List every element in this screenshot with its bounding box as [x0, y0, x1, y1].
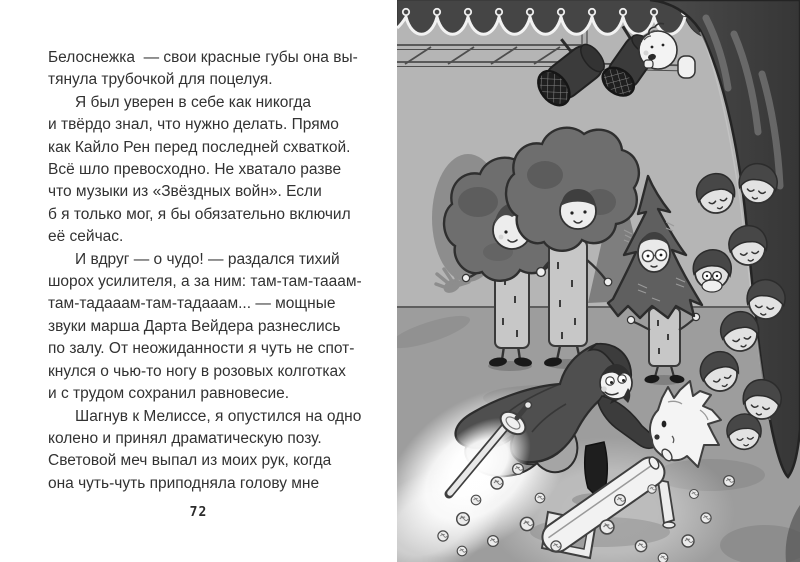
- text-line: её сейчас.: [48, 228, 124, 246]
- left-page: [0, 0, 397, 562]
- text-line: колено и принял драматическую позу.: [48, 429, 322, 447]
- text-line: там-тадааам-там-тадааам... — мощные: [48, 295, 336, 313]
- text-line: б я только мог, я бы обязательно включил: [48, 205, 351, 223]
- page-number: 72: [189, 505, 208, 520]
- text-line: Всё шло превосходно. Не хватало разве: [48, 161, 342, 179]
- text-line: шорох усилителя, а за ним: там-там-тааам-: [48, 273, 362, 291]
- stage-illustration: [397, 0, 800, 562]
- text-line: и твёрдо знал, что нужно делать. Прямо: [48, 116, 339, 134]
- text-line: по залу. От неожиданности я чуть не спот-: [48, 340, 355, 358]
- text-line: тянула трубочкой для поцелуя.: [48, 71, 273, 89]
- text-line: и с трудом сохранил равновесие.: [48, 385, 290, 403]
- text-line: звуки марша Дарта Вейдера разнеслись: [48, 317, 341, 335]
- text-line: кнулся о чью-то ногу в розовых колготках: [48, 362, 346, 380]
- text-line: Шагнув к Мелиссе, я опустился на одно: [75, 407, 362, 425]
- text-line: Световой меч выпал из моих рук, когда: [48, 452, 332, 470]
- text-line: как Кайло Рен перед последней схваткой.: [48, 138, 351, 156]
- page-text: [48, 47, 394, 495]
- text-line: Белоснежка — свои красные губы она вы-: [48, 49, 358, 66]
- text-line: она чуть-чуть приподняла голову мне: [48, 474, 320, 492]
- illustration-page: [397, 0, 800, 562]
- text-line: И вдруг — о чудо! — раздался тихий: [75, 250, 340, 268]
- text-line: что музыки из «Звёздных войн». Если: [48, 183, 322, 201]
- text-line: Я был уверен в себе как никогда: [75, 93, 312, 111]
